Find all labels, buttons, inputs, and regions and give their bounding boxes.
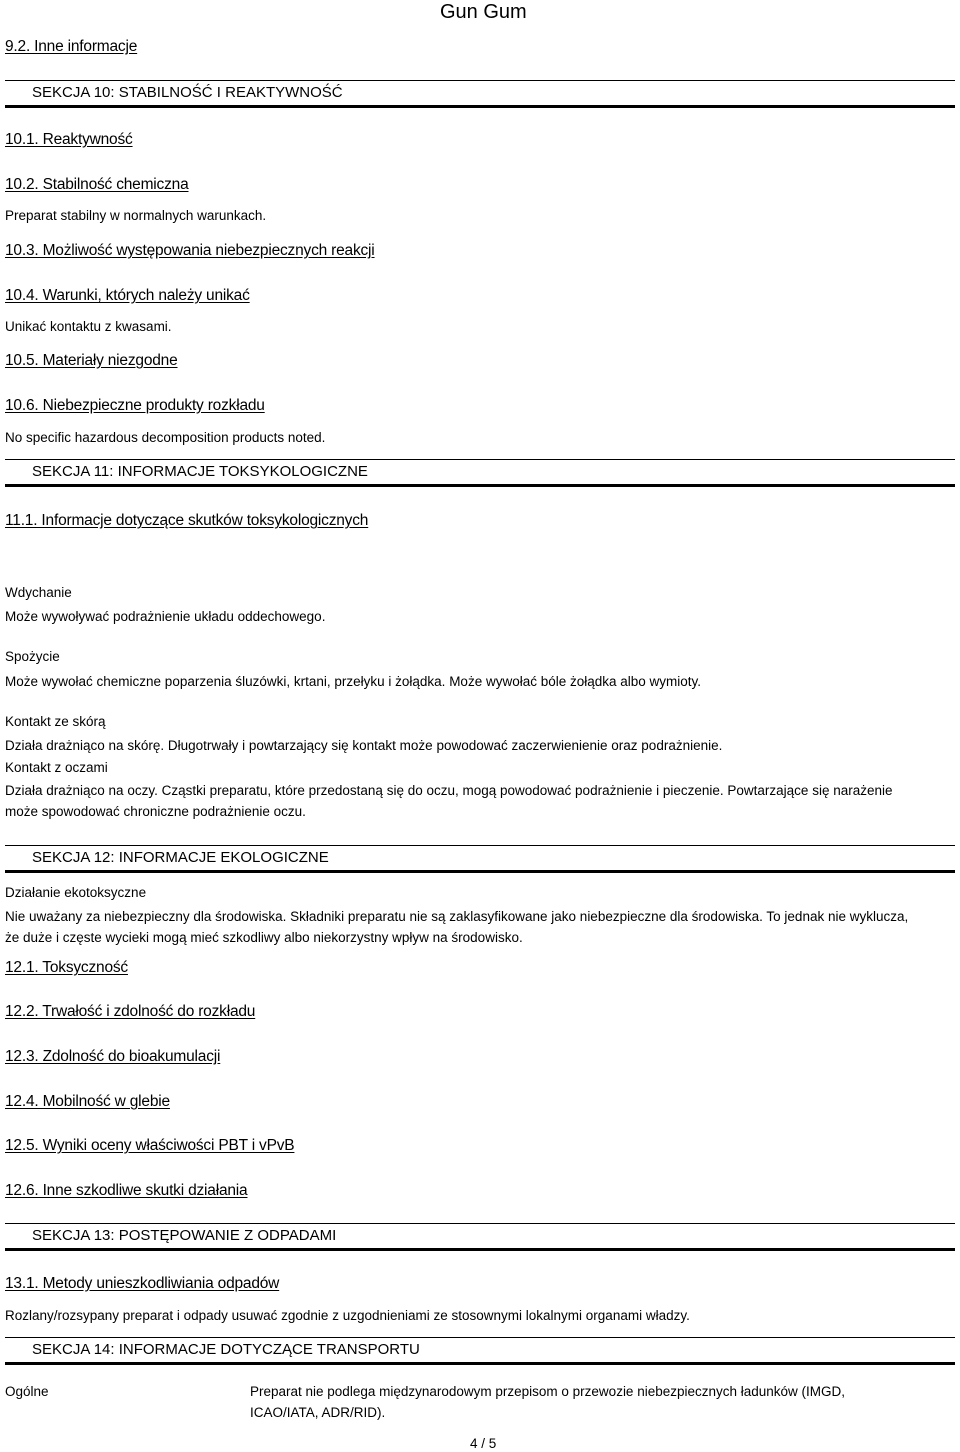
heading-12-3: 12.3. Zdolność do bioakumulacji [5,1048,221,1065]
heading-12-5: 12.5. Wyniki oceny właściwości PBT i vPvB [5,1137,295,1154]
section-14-bar [5,1337,955,1363]
section-12-title: SEKCJA 12: INFORMACJE EKOLOGICZNE [32,849,329,866]
text-10-6: No specific hazardous decomposition products noted. [5,430,326,445]
section-11-bar [5,459,955,485]
heading-10-2: 10.2. Stabilność chemiczna [5,176,189,193]
label-general: Ogólne [5,1384,49,1399]
section-14-title: SEKCJA 14: INFORMACJE DOTYCZĄCE TRANSPORTU [32,1341,420,1358]
text-skin: Działa drażniąco na skórę. Długotrwały i powtarzający się kontakt może powodować zaczerwienienie oraz podrażnienie. [5,738,723,753]
section-11-title: SEKCJA 11: INFORMACJE TOKSYKOLOGICZNE [32,463,368,480]
text-inhalation: Może wywoływać podrażnienie układu oddechowego. [5,609,326,624]
section-10-title: SEKCJA 10: STABILNOŚĆ I REAKTYWNOŚĆ [32,84,343,101]
text-general: Preparat nie podlega międzynarodowym przepisom o przewozie niebezpiecznych ładunków (IMGD, ICAO/IATA, ADR/RID). [250,1384,846,1420]
heading-10-1: 10.1. Reaktywność [5,131,133,148]
heading-11-1: 11.1. Informacje dotyczące skutków toksykologicznych [5,512,369,529]
label-ecotox: Działanie ekotoksyczne [5,885,147,900]
section-12-bar [5,845,955,871]
heading-12-1: 12.1. Toksyczność [5,959,128,976]
text-ecotox: Nie uważany za niebezpieczny dla środowiska. Składniki preparatu nie są zaklasyfikowane jako niebezpieczne dla środowiska. To jednak nie wyklucza, że duże i częste wycieki mogą mieć szkodliwy albo niekorzystny wpływ na środowisko. [5,909,909,945]
text-13-1: Rozlany/rozsypany preparat i odpady usuwać zgodnie z uzgodnieniami ze stosownymi lokalnymi organami władzy. [5,1308,690,1323]
text-eye: Działa drażniąco na oczy. Cząstki preparatu, które przedostaną się do oczu, mogą powodować podrażnienie i pieczenie. Powtarzające się narażenie może spowodować chroniczne podrażnienie oczu. [5,783,893,819]
page-number: 4 / 5 [470,1436,497,1451]
heading-9-2: 9.2. Inne informacje [5,38,138,55]
heading-10-6: 10.6. Niebezpieczne produkty rozkładu [5,397,265,414]
heading-12-6: 12.6. Inne szkodliwe skutki działania [5,1182,248,1199]
heading-10-5: 10.5. Materiały niezgodne [5,352,178,369]
label-skin: Kontakt ze skórą [5,714,106,729]
label-inhalation: Wdychanie [5,585,72,600]
text-10-4: Unikać kontaktu z kwasami. [5,319,172,334]
heading-12-2: 12.2. Trwałość i zdolność do rozkładu [5,1003,256,1020]
section-13-bar [5,1223,955,1249]
text-10-2: Preparat stabilny w normalnych warunkach. [5,208,267,223]
section-13-title: SEKCJA 13: POSTĘPOWANIE Z ODPADAMI [32,1227,337,1244]
heading-10-4: 10.4. Warunki, których należy unikać [5,287,250,304]
section-10-bar [5,80,955,106]
text-ingestion: Może wywołać chemiczne poparzenia śluzówki, krtani, przełyku i żołądka. Może wywołać bóle żołądka albo wymioty. [5,674,702,689]
heading-10-3: 10.3. Możliwość występowania niebezpiecznych reakcji [5,242,375,259]
heading-13-1: 13.1. Metody unieszkodliwiania odpadów [5,1275,280,1292]
heading-12-4: 12.4. Mobilność w glebie [5,1093,170,1110]
label-eye: Kontakt z oczami [5,760,108,775]
document-title: Gun Gum [440,1,527,23]
label-ingestion: Spożycie [5,649,60,664]
